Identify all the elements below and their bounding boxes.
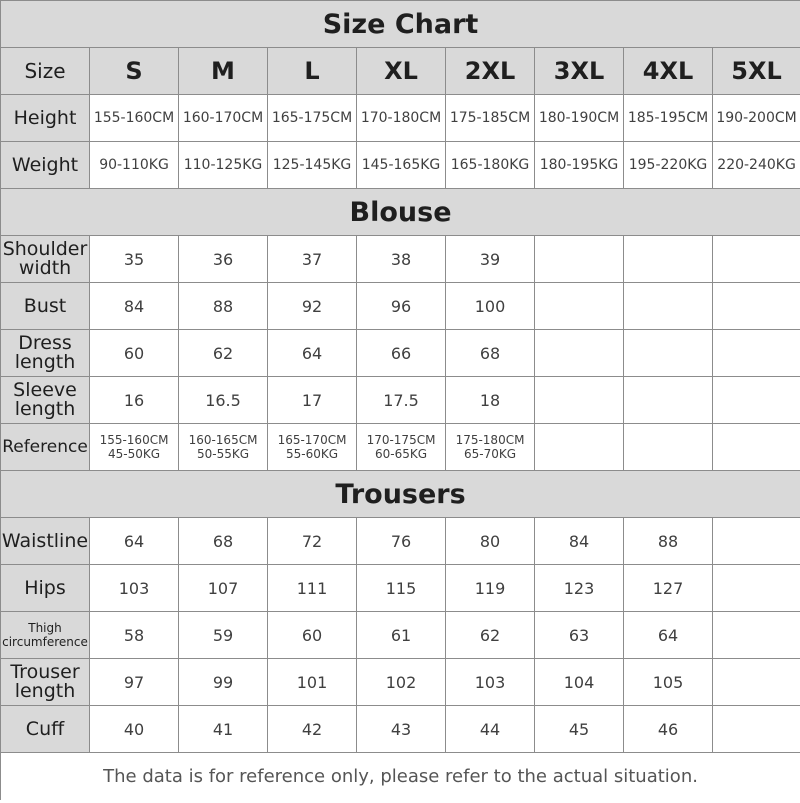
value-cell	[624, 236, 713, 283]
value-cell: 39	[446, 236, 535, 283]
trousers-section-title: Trousers	[1, 471, 800, 518]
value-cell: 38	[357, 236, 446, 283]
reference-height: 165-170CM	[277, 432, 347, 447]
value-cell: 88	[624, 518, 713, 565]
value-cell: 68	[179, 518, 268, 565]
reference-cell	[713, 424, 800, 471]
value-cell: 104	[535, 659, 624, 706]
value-cell: 195-220KG	[624, 142, 713, 189]
row-label: Reference	[1, 424, 90, 471]
value-cell: 42	[268, 706, 357, 753]
value-cell	[713, 706, 800, 753]
value-cell: 190-200CM	[713, 95, 800, 142]
value-cell: 63	[535, 612, 624, 659]
value-cell: 110-125KG	[179, 142, 268, 189]
value-cell: 44	[446, 706, 535, 753]
value-cell: 102	[357, 659, 446, 706]
value-cell	[713, 283, 800, 330]
value-cell: 64	[624, 612, 713, 659]
bust-row	[1, 283, 800, 330]
value-cell: 165-180KG	[446, 142, 535, 189]
trouser-length-row	[1, 659, 800, 706]
value-cell: 99	[179, 659, 268, 706]
value-cell	[624, 330, 713, 377]
value-cell: 60	[90, 330, 179, 377]
value-cell: 61	[357, 612, 446, 659]
value-cell: 72	[268, 518, 357, 565]
value-cell: 40	[90, 706, 179, 753]
size-header: 3XL	[535, 48, 624, 95]
value-cell: 165-175CM	[268, 95, 357, 142]
value-cell: 100	[446, 283, 535, 330]
footer-note: The data is for reference only, please refer to the actual situation.	[1, 753, 800, 800]
value-cell: 115	[357, 565, 446, 612]
value-cell: 127	[624, 565, 713, 612]
value-cell: 84	[90, 283, 179, 330]
weight-row	[1, 142, 800, 189]
row-label: Cuff	[1, 706, 90, 753]
value-cell: 64	[90, 518, 179, 565]
reference-height: 155-160CM	[99, 432, 169, 447]
value-cell	[535, 377, 624, 424]
reference-height: 175-180CM	[455, 432, 525, 447]
value-cell: 175-185CM	[446, 95, 535, 142]
value-cell: 37	[268, 236, 357, 283]
value-cell: 84	[535, 518, 624, 565]
reference-cell	[446, 424, 535, 471]
size-header-row	[1, 48, 800, 95]
reference-cell	[90, 424, 179, 471]
value-cell: 123	[535, 565, 624, 612]
value-cell	[535, 330, 624, 377]
reference-weight: 45-50KG	[107, 447, 161, 461]
chart-title: Size Chart	[1, 1, 800, 48]
value-cell: 59	[179, 612, 268, 659]
value-cell: 45	[535, 706, 624, 753]
value-cell	[713, 518, 800, 565]
reference-row	[1, 424, 800, 471]
value-cell: 46	[624, 706, 713, 753]
value-cell: 170-180CM	[357, 95, 446, 142]
thigh-circumference-row	[1, 612, 800, 659]
value-cell: 80	[446, 518, 535, 565]
value-cell: 17	[268, 377, 357, 424]
value-cell: 220-240KG	[713, 142, 800, 189]
shoulder-width-row	[1, 236, 800, 283]
value-cell	[535, 236, 624, 283]
hips-row	[1, 565, 800, 612]
value-cell: 103	[90, 565, 179, 612]
reference-weight: 65-70KG	[463, 447, 517, 461]
blouse-section-title: Blouse	[1, 189, 800, 236]
value-cell	[713, 659, 800, 706]
row-label: Thigh circumference	[1, 612, 90, 659]
row-label: Sleeve length	[1, 377, 90, 424]
value-cell: 68	[446, 330, 535, 377]
reference-height: 160-165CM	[188, 432, 258, 447]
value-cell: 125-145KG	[268, 142, 357, 189]
value-cell: 35	[90, 236, 179, 283]
value-cell: 17.5	[357, 377, 446, 424]
value-cell: 62	[446, 612, 535, 659]
reference-height: 170-175CM	[366, 432, 436, 447]
size-header: M	[179, 48, 268, 95]
value-cell: 180-190CM	[535, 95, 624, 142]
value-cell: 41	[179, 706, 268, 753]
row-label: Trouser length	[1, 659, 90, 706]
value-cell: 43	[357, 706, 446, 753]
size-header: S	[90, 48, 179, 95]
reference-cell	[535, 424, 624, 471]
value-cell: 18	[446, 377, 535, 424]
value-cell: 16.5	[179, 377, 268, 424]
value-cell: 111	[268, 565, 357, 612]
dress-length-row	[1, 330, 800, 377]
value-cell: 96	[357, 283, 446, 330]
row-label: Dress length	[1, 330, 90, 377]
value-cell	[624, 283, 713, 330]
value-cell: 185-195CM	[624, 95, 713, 142]
sleeve-length-row	[1, 377, 800, 424]
value-cell: 60	[268, 612, 357, 659]
value-cell	[713, 612, 800, 659]
value-cell	[624, 377, 713, 424]
waistline-row	[1, 518, 800, 565]
value-cell	[713, 236, 800, 283]
reference-weight: 55-60KG	[285, 447, 339, 461]
size-header: 5XL	[713, 48, 800, 95]
row-label: Waistline	[1, 518, 90, 565]
value-cell: 88	[179, 283, 268, 330]
size-label: Size	[1, 48, 90, 95]
row-label: Weight	[1, 142, 90, 189]
value-cell: 160-170CM	[179, 95, 268, 142]
value-cell: 101	[268, 659, 357, 706]
value-cell	[535, 283, 624, 330]
value-cell: 66	[357, 330, 446, 377]
size-header: 2XL	[446, 48, 535, 95]
cuff-row	[1, 706, 800, 753]
value-cell: 180-195KG	[535, 142, 624, 189]
value-cell: 36	[179, 236, 268, 283]
value-cell: 58	[90, 612, 179, 659]
row-label: Hips	[1, 565, 90, 612]
value-cell: 145-165KG	[357, 142, 446, 189]
size-header: 4XL	[624, 48, 713, 95]
value-cell: 103	[446, 659, 535, 706]
value-cell: 64	[268, 330, 357, 377]
value-cell: 97	[90, 659, 179, 706]
reference-cell	[179, 424, 268, 471]
value-cell: 90-110KG	[90, 142, 179, 189]
reference-cell	[357, 424, 446, 471]
row-label: Height	[1, 95, 90, 142]
reference-cell	[268, 424, 357, 471]
height-row	[1, 95, 800, 142]
row-label: Shoulder width	[1, 236, 90, 283]
reference-cell	[624, 424, 713, 471]
value-cell: 155-160CM	[90, 95, 179, 142]
value-cell: 16	[90, 377, 179, 424]
value-cell: 62	[179, 330, 268, 377]
size-header: XL	[357, 48, 446, 95]
value-cell: 92	[268, 283, 357, 330]
size-header: L	[268, 48, 357, 95]
row-label: Bust	[1, 283, 90, 330]
value-cell	[713, 330, 800, 377]
value-cell: 105	[624, 659, 713, 706]
reference-weight: 50-55KG	[196, 447, 250, 461]
reference-weight: 60-65KG	[374, 447, 428, 461]
value-cell: 119	[446, 565, 535, 612]
value-cell	[713, 565, 800, 612]
value-cell	[713, 377, 800, 424]
value-cell: 107	[179, 565, 268, 612]
value-cell: 76	[357, 518, 446, 565]
